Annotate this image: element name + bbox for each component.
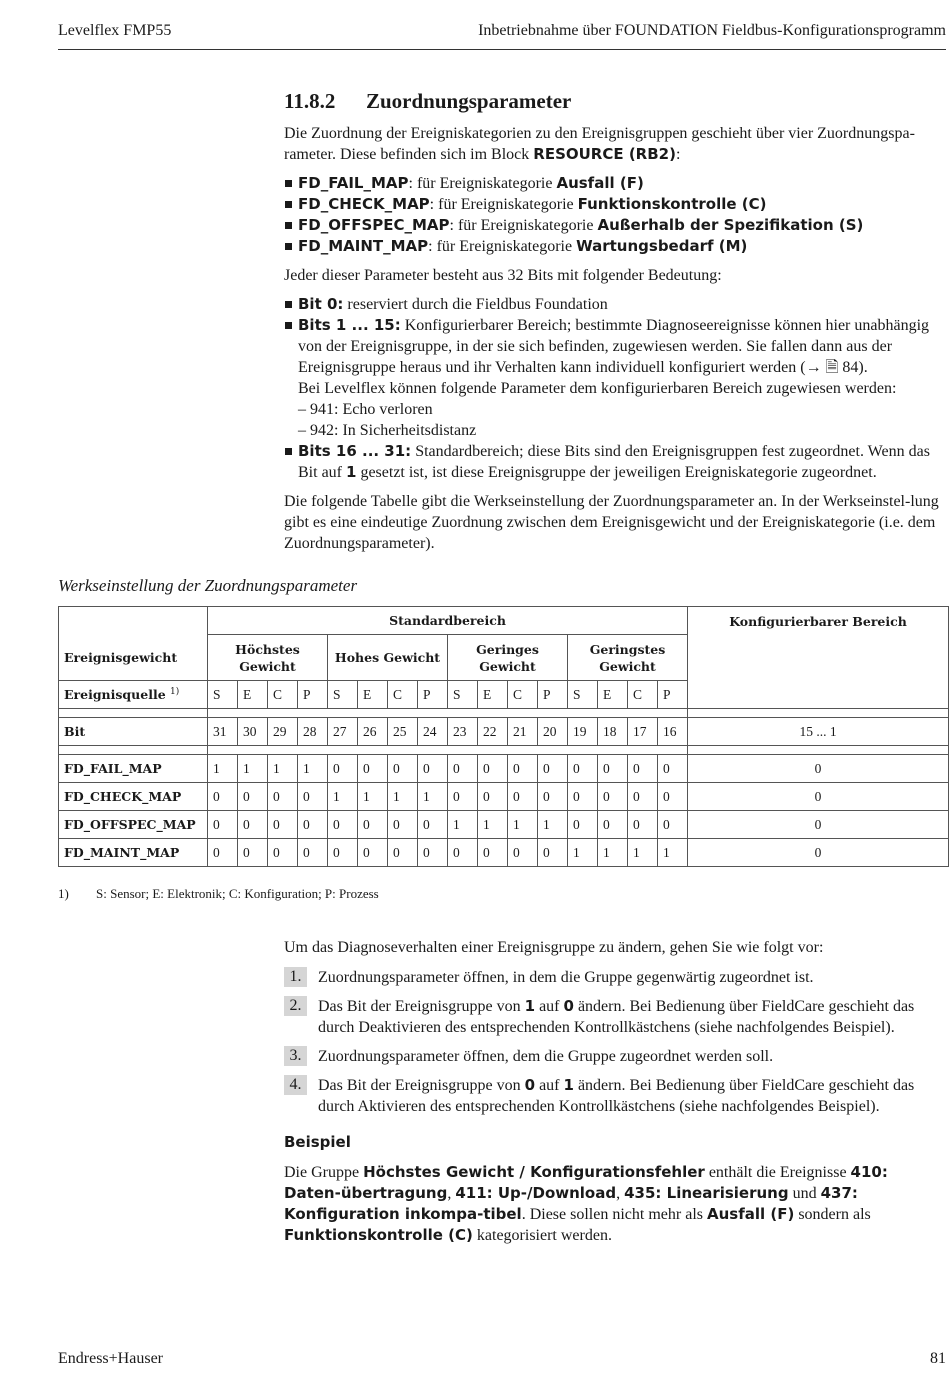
source-cell: S [568,681,598,709]
step-number: 2. [284,996,307,1016]
weight-header: Geringstes Gewicht [568,635,688,681]
bit-cell: 23 [448,718,478,746]
bit-value-cell: 0 [418,839,448,867]
table-row [59,839,949,867]
source-cell: P [418,681,448,709]
bit-value-cell: 0 [238,783,268,811]
bit-value-cell: 0 [628,811,658,839]
bit-value-cell: 0 [448,783,478,811]
header-chapter: Inbetriebnahme über FOUNDATION Fieldbus-Konfigurationsprogramm [478,22,946,39]
source-cell: S [208,681,238,709]
bit-value-cell: 0 [598,811,628,839]
bit-value-cell: 0 [508,755,538,783]
bit-value-cell: 0 [448,839,478,867]
bit-value-cell: 0 [658,783,688,811]
bit-value-cell: 0 [418,811,448,839]
table-intro: Die folgende Tabelle gibt die Werkseinstellung der Zuordnungsparameter an. In der Werkseinstel-lung gibt es eine eindeutige Zuordnung zwischen dem Ereignisgewicht und der Ereigniskategorie (i.e. dem Zuordnungsparameter). [284,493,939,552]
list-item: Bit 0: reserviert durch die Fieldbus Foundation [284,294,948,315]
bit-cell: 20 [538,718,568,746]
list-item: FD_CHECK_MAP: für Ereigniskategorie Funktionskontrolle (C) [284,194,948,215]
section-body [284,123,948,554]
source-cell: P [538,681,568,709]
procedure-section [284,937,948,1246]
bits-list [284,294,948,483]
source-label: Ereignisquelle $^{1)}$ [59,681,208,709]
list-item: Bits 1 ... 15: Konfigurierbarer Bereich; bestimmte Diagnoseereignisse können hier unabhängig von der Ereignisgruppe, in der sie sich befinden, zugewiesen werden. Sie fallen dann aus der Ereignisgruppe heraus und ihr Verhalten kann individuell konfiguriert werden (→ 🗎 84). Bei Levelflex können folgende Parameter dem konfigurierbaren Bereich zugewiesen werden: – 941: Echo verloren – 942: In Sicherheitsdistanz [284,315,948,441]
bit-value-cell: 0 [388,811,418,839]
bit-cell: 28 [298,718,328,746]
weight-header: Hohes Gewicht [328,635,448,681]
bit-value-cell: 1 [418,783,448,811]
source-cell: P [298,681,328,709]
bit-value-cell: 0 [298,839,328,867]
bit-value-cell: 0 [628,783,658,811]
config-value-cell: 0 [688,755,949,783]
intro-paragraph: Die Zuordnung der Ereigniskategorien zu den Ereignisgruppen geschieht über vier Zuordnungspa-rameter. Diese befinden sich im Block RESOURCE (RB2): [284,125,915,163]
procedure-steps [284,967,948,1117]
weight-header: Höchstes Gewicht [208,635,328,681]
bit-value-cell: 0 [598,783,628,811]
bit-value-cell: 0 [388,839,418,867]
bit-value-cell: 0 [658,811,688,839]
bit-value-cell: 1 [358,783,388,811]
standard-range-header: Standardbereich [208,607,688,635]
procedure-intro: Um das Diagnoseverhalten einer Ereignisgruppe zu ändern, gehen Sie wie folgt vor: [284,939,824,956]
config-value-cell: 0 [688,783,949,811]
source-cell: C [268,681,298,709]
bit-value-cell: 1 [598,839,628,867]
bit-value-cell: 1 [238,755,268,783]
bit-value-cell: 0 [388,755,418,783]
section-title: Zuordnungsparameter [366,89,572,113]
bit-value-cell: 0 [268,839,298,867]
bit-cell: 31 [208,718,238,746]
bit-value-cell: 1 [208,755,238,783]
bit-value-cell: 0 [268,811,298,839]
bit-value-cell: 0 [478,783,508,811]
list-item: Bits 16 ... 31: Standardbereich; diese Bits sind den Ereignisgruppen fest zugeordnet. Wenn das Bit auf 1 gesetzt ist, ist diese Ereignisgruppe der jeweiligen Ereigniskategorie zugeordnet. [284,441,948,483]
bit-value-cell: 1 [328,783,358,811]
bit-label: Bit [59,718,208,746]
bit-value-cell: 0 [208,811,238,839]
bit-cell: 25 [388,718,418,746]
source-cell: E [478,681,508,709]
bit-cell: 22 [478,718,508,746]
bit-value-cell: 0 [628,755,658,783]
table-row [59,783,949,811]
bit-value-cell: 0 [268,783,298,811]
step-number: 1. [284,967,307,987]
bit-value-cell: 1 [268,755,298,783]
bit-value-cell: 0 [238,811,268,839]
footer-company: Endress+Hauser [58,1350,163,1367]
example-heading: Beispiel [284,1133,351,1151]
source-cell: C [508,681,538,709]
bit-value-cell: 0 [298,783,328,811]
bit-value-cell: 0 [598,755,628,783]
bit-value-cell: 0 [208,783,238,811]
bit-value-cell: 0 [358,811,388,839]
bit-cell: 26 [358,718,388,746]
bit-cell: 17 [628,718,658,746]
bit-cell: 27 [328,718,358,746]
bit-value-cell: 0 [658,755,688,783]
bit-value-cell: 0 [478,839,508,867]
source-cell: E [238,681,268,709]
bit-value-cell: 0 [538,783,568,811]
spacer-row [59,709,949,718]
bit-value-cell: 0 [418,755,448,783]
bit-value-cell: 0 [538,839,568,867]
step-number: 3. [284,1046,307,1066]
source-cell: C [388,681,418,709]
step-item: 2. Das Bit der Ereignisgruppe von 1 auf 0 ändern. Bei Bedienung über FieldCare geschieht das durch Deaktivieren des entsprechenden Kontrollkästchens (siehe nachfolgendes Beispiel). [284,996,948,1038]
source-cell: C [628,681,658,709]
bit-value-cell: 1 [568,839,598,867]
bit-value-cell: 1 [298,755,328,783]
section-heading [284,89,571,114]
bit-value-cell: 0 [238,839,268,867]
weight-header: Geringes Gewicht [448,635,568,681]
weight-label: Ereignisgewicht [59,635,208,681]
bit-value-cell: 0 [508,839,538,867]
bit-value-cell: 1 [478,811,508,839]
table-header-row [59,607,949,635]
bit-value-cell: 1 [538,811,568,839]
map-name-cell: FD_CHECK_MAP [59,783,208,811]
bit-value-cell: 0 [538,755,568,783]
table-caption: Werkseinstellung der Zuordnungsparameter [58,576,358,595]
configurable-range-header: Konfigurierbarer Bereich [688,607,949,709]
list-item: FD_FAIL_MAP: für Ereigniskategorie Ausfall (F) [284,173,948,194]
bit-value-cell: 0 [358,839,388,867]
bit-value-cell: 1 [448,811,478,839]
bit-value-cell: 1 [508,811,538,839]
source-cell: E [358,681,388,709]
mapping-table [58,606,949,867]
bit-value-cell: 1 [658,839,688,867]
config-value-cell: 0 [688,839,949,867]
bit-value-cell: 0 [508,783,538,811]
config-value-cell: 0 [688,811,949,839]
table-row [59,811,949,839]
map-name-cell: FD_FAIL_MAP [59,755,208,783]
source-cell: P [658,681,688,709]
bit-cell: 29 [268,718,298,746]
bit-value-cell: 0 [328,755,358,783]
step-item: 1. Zuordnungsparameter öffnen, in dem die Gruppe gegenwärtig zugeordnet ist. [284,967,948,988]
config-bits-cell: 15 ... 1 [688,718,949,746]
bit-value-cell: 0 [448,755,478,783]
bit-cell: 30 [238,718,268,746]
table-row [59,755,949,783]
map-name-cell: FD_OFFSPEC_MAP [59,811,208,839]
table-footnote: 1) S: Sensor; E: Elektronik; C: Konfiguration; P: Prozess [58,886,379,901]
bit-cell: 18 [598,718,628,746]
header-product: Levelflex FMP55 [58,22,172,39]
source-cell: E [598,681,628,709]
step-item: 3. Zuordnungsparameter öffnen, dem die Gruppe zugeordnet werden soll. [284,1046,948,1067]
bit-value-cell: 0 [298,811,328,839]
map-name-cell: FD_MAINT_MAP [59,839,208,867]
spacer-row [59,746,949,755]
list-item: FD_OFFSPEC_MAP: für Ereigniskategorie Außerhalb der Spezifikation (S) [284,215,948,236]
step-number: 4. [284,1075,307,1095]
bit-cell: 24 [418,718,448,746]
step-item: 4. Das Bit der Ereignisgruppe von 0 auf 1 ändern. Bei Bedienung über FieldCare geschieht das durch Aktivieren des entsprechenden Kontrollkästchens (siehe nachfolgendes Beispiel). [284,1075,948,1117]
bit-value-cell: 0 [328,811,358,839]
example-paragraph: Die Gruppe Höchstes Gewicht / Konfigurationsfehler enthält die Ereignisse 410: Daten-übertragung, 411: Up-/Download, 435: Linearisierung und 437: Konfiguration inkompa-tibel. Diese sollen nicht mehr als Ausfall (F) sondern als Funktionskontrolle (C) kategorisiert werden. [284,1163,888,1244]
bit-row [59,718,949,746]
source-cell: S [448,681,478,709]
source-cell: S [328,681,358,709]
bits-intro: Jeder dieser Parameter besteht aus 32 Bits mit folgender Bedeutung: [284,267,722,284]
bit-value-cell: 0 [478,755,508,783]
list-item: FD_MAINT_MAP: für Ereigniskategorie Wartungsbedarf (M) [284,236,948,257]
bit-value-cell: 0 [568,755,598,783]
bit-value-cell: 1 [388,783,418,811]
bit-cell: 16 [658,718,688,746]
bit-cell: 19 [568,718,598,746]
bit-value-cell: 1 [628,839,658,867]
bit-value-cell: 0 [328,839,358,867]
header-rule [58,49,946,50]
bit-value-cell: 0 [358,755,388,783]
page-number: 81 [930,1350,946,1367]
bit-value-cell: 0 [568,811,598,839]
bit-value-cell: 0 [568,783,598,811]
map-list [284,173,948,257]
bit-cell: 21 [508,718,538,746]
section-number: 11.8.2 [284,89,336,113]
bit-value-cell: 0 [208,839,238,867]
